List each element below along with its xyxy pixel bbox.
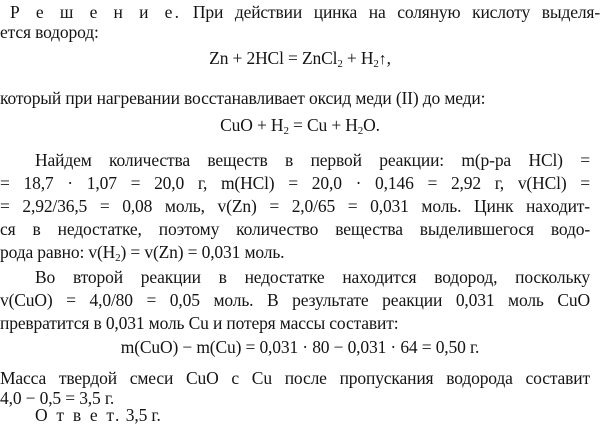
text: При действии цинка на соляную кислоту выделя- [192,2,600,22]
eq-subscript: 2 [373,58,379,70]
eq-part: Zn + 2HCl = ZnCl [209,48,338,68]
eq-subscript: 2 [357,125,364,137]
paragraph-2-line-1: Во второй реакции в недостатке находится водород, поскольку [35,267,590,287]
answer-line [35,405,161,425]
up-arrow-icon: ↑ [378,51,387,68]
paragraph-1-line-1: Найдем количества веществ в первой реакции: m(р-ра HCl) = [35,150,590,170]
eq-part: O. [363,115,380,135]
equation-3: m(CuO) − m(Cu) = 0,031 · 80 − 0,031 · 64 = 0,50 г. [120,337,480,357]
eq-subscript: 2 [337,58,343,70]
text: рода равно: v(H [0,242,116,262]
subscript: 2 [115,252,121,264]
answer-label: О т в е т. [35,405,122,425]
solution-intro-line-2: ется водород: [0,22,99,42]
paragraph-1-line-2: = 18,7 · 1,07 = 20,0 г, m(HCl) = 20,0 · 0,146 = 2,92 г, v(HCl) = [0,173,590,193]
text: ) = v(Zn) = 0,031 моль. [120,242,285,262]
text-line: который при нагревании восстанавливает оксид меди (II) до меди: [0,88,486,108]
paragraph-1-line-5 [0,242,284,262]
paragraph-1-line-3: = 2,92/36,5 = 0,08 моль, v(Zn) = 2,0/65 = 0,031 моль. Цинк находит- [0,196,590,216]
paragraph-2-line-2: v(CuO) = 4,0/80 = 0,05 моль. В результате реакции 0,031 моль CuO [0,290,590,310]
eq-subscript: 2 [283,125,289,137]
paragraph-1-line-4: ся в недостатке, поэтому количество вещества выделившегося водо- [0,219,590,239]
paragraph-3-line-1: Масса твердой смеси CuO с Cu после пропускания водорода составит [0,368,590,388]
solution-header: Р е ш е н и е. [10,2,182,22]
solution-intro-line-1 [10,2,600,22]
equation-2 [0,115,600,135]
eq-part: CuO + H [220,115,284,135]
answer-value: 3,5 г. [125,405,161,425]
paragraph-3-line-2: 4,0 − 0,5 = 3,5 г. [0,388,115,408]
equation-1 [0,48,600,70]
eq-part: , [386,48,391,68]
eq-part: = Cu + H [288,115,358,135]
paragraph-2-line-3: превратится в 0,031 моль Cu и потеря массы составит: [0,313,399,333]
eq-part: + H [342,48,374,68]
